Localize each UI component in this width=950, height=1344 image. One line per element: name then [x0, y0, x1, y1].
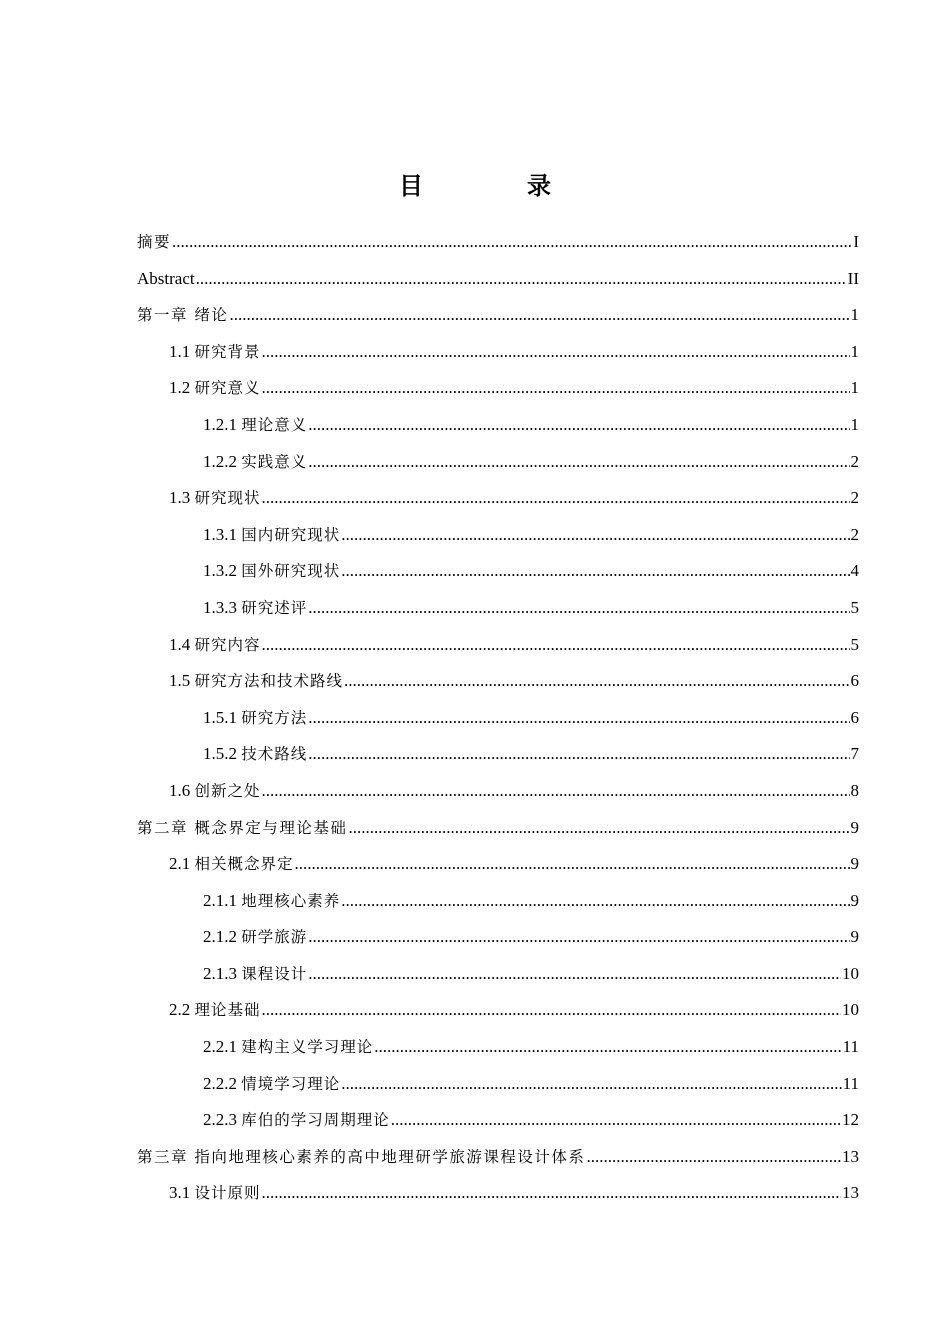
- toc-entry[interactable]: [137, 297, 859, 334]
- toc-entry-page: II: [847, 268, 859, 288]
- toc-entry-label: [169, 846, 294, 882]
- toc-entry-page: 1: [850, 378, 859, 398]
- toc-entry-text: 研究方法: [241, 708, 308, 727]
- dot-leader: [308, 590, 849, 626]
- toc-entry-text: 技术路线: [241, 745, 308, 764]
- dot-leader: [262, 773, 850, 809]
- toc-entry-label: [137, 1139, 585, 1175]
- toc-entry-number: 1.5.2: [203, 744, 237, 764]
- toc-entry[interactable]: [137, 224, 859, 261]
- toc-entry-label: [169, 627, 261, 663]
- toc-entry-label: [169, 992, 261, 1028]
- toc-entry-text: 第二章 概念界定与理论基础: [137, 818, 348, 837]
- toc-entry-text: 研究方法和技术路线: [194, 672, 344, 691]
- dot-leader: [295, 846, 850, 882]
- dot-leader: [262, 992, 841, 1028]
- toc-entry-text: 研学旅游: [241, 928, 308, 947]
- toc-entry-label: [137, 261, 195, 297]
- toc-entry[interactable]: [137, 553, 859, 590]
- toc-entry-page: 6: [850, 707, 859, 727]
- toc-entry-text: 库伯的学习周期理论: [241, 1111, 390, 1130]
- toc-entry-number: 1.5: [169, 671, 191, 691]
- dot-leader: [341, 883, 849, 919]
- toc-entry-number: 1.2: [169, 378, 191, 398]
- toc-entry-number: 1.6: [169, 780, 191, 800]
- toc-entry-label: [203, 883, 340, 919]
- toc-entry-page: 2: [850, 488, 859, 508]
- dot-leader: [262, 1175, 841, 1211]
- dot-leader: [348, 810, 849, 846]
- toc-entry-text: 课程设计: [241, 964, 308, 983]
- toc-entry-number: 1.3.2: [203, 561, 237, 581]
- toc-entry[interactable]: [137, 810, 859, 847]
- toc-entry-label: [169, 334, 261, 370]
- toc-entry-page: 9: [850, 927, 859, 947]
- toc-entry[interactable]: [137, 883, 859, 920]
- toc-entry-number: 2.1.1: [203, 890, 237, 910]
- toc-entry-text: 研究现状: [194, 489, 261, 508]
- toc-entry-label: [169, 1175, 261, 1211]
- toc-entry-text: 情境学习理论: [241, 1074, 341, 1093]
- toc-entry-label: [203, 553, 340, 589]
- toc-entry[interactable]: [137, 1175, 859, 1212]
- toc-entry-label: [203, 956, 307, 992]
- toc-entry-page: 4: [850, 561, 859, 581]
- dot-leader: [341, 1066, 841, 1102]
- toc-entry-page: 13: [842, 1146, 859, 1166]
- toc-entry-label: [203, 590, 307, 626]
- toc-entry-number: 1.5.1: [203, 707, 237, 727]
- toc-entry[interactable]: [137, 627, 859, 664]
- toc-entry-text: 建构主义学习理论: [241, 1038, 374, 1057]
- dot-leader: [308, 919, 849, 955]
- toc-entry-text: 第一章 绪论: [137, 306, 229, 325]
- dot-leader: [341, 517, 849, 553]
- toc-entry-page: 9: [850, 854, 859, 874]
- toc-entry-label: [169, 663, 343, 699]
- toc-entry[interactable]: [137, 407, 859, 444]
- toc-entry-page: 10: [842, 1000, 859, 1020]
- toc-entry-page: 11: [842, 1037, 859, 1057]
- toc-entry-label: [203, 1029, 373, 1065]
- dot-leader: [229, 297, 849, 333]
- toc-entry-text: 研究内容: [194, 635, 261, 654]
- toc-entry-text: 国内研究现状: [241, 525, 341, 544]
- dot-leader: [262, 627, 850, 663]
- toc-entry-label: [137, 810, 347, 846]
- toc-entry-number: 1.2.1: [203, 414, 237, 434]
- toc-entry-text: Abstract: [137, 268, 195, 288]
- dot-leader: [308, 956, 841, 992]
- toc-entry-number: 2.1.2: [203, 927, 237, 947]
- dot-leader: [391, 1102, 841, 1138]
- toc-entry-text: 设计原则: [194, 1184, 261, 1203]
- toc-entry[interactable]: [137, 480, 859, 517]
- toc-entry-text: 研究述评: [241, 598, 308, 617]
- toc-entry-number: 3.1: [169, 1183, 191, 1203]
- toc-entry[interactable]: [137, 773, 859, 810]
- toc-entry[interactable]: [137, 846, 859, 883]
- toc-entry[interactable]: [137, 261, 859, 298]
- toc-entry-number: 2.2.1: [203, 1037, 237, 1057]
- dot-leader: [344, 663, 849, 699]
- toc-entry-number: 1.1: [169, 341, 191, 361]
- toc-entry-page: 2: [850, 451, 859, 471]
- toc-entry-label: [203, 407, 307, 443]
- toc-entry-text: 理论意义: [241, 415, 308, 434]
- dot-leader: [262, 480, 850, 516]
- toc-entry-page: 5: [850, 634, 859, 654]
- toc-entry[interactable]: [137, 444, 859, 481]
- toc-entry-number: 1.4: [169, 634, 191, 654]
- toc-entry-label: [203, 444, 307, 480]
- toc-entry-label: [203, 700, 307, 736]
- toc-entry-number: 2.1.3: [203, 963, 237, 983]
- toc-entry-page: 13: [842, 1183, 859, 1203]
- toc-entry-label: [137, 224, 171, 260]
- toc-entry-page: 1: [850, 414, 859, 434]
- toc-entry[interactable]: [137, 370, 859, 407]
- toc-entry[interactable]: [137, 1066, 859, 1103]
- toc-entry-number: 1.2.2: [203, 451, 237, 471]
- toc-entry-page: 5: [850, 597, 859, 617]
- toc-entry-number: 2.2.2: [203, 1073, 237, 1093]
- toc-entry-page: 11: [842, 1073, 859, 1093]
- toc-entry-text: 地理核心素养: [241, 891, 341, 910]
- toc-entry-label: [203, 736, 307, 772]
- toc-entry-page: 6: [850, 671, 859, 691]
- dot-leader: [262, 334, 850, 370]
- dot-leader: [196, 261, 847, 297]
- toc-entry-text: 研究意义: [194, 379, 261, 398]
- toc-entry-text: 国外研究现状: [241, 562, 341, 581]
- toc-entry-text: 第三章 指向地理核心素养的高中地理研学旅游课程设计体系: [137, 1147, 586, 1166]
- toc-entry-number: 2.2: [169, 1000, 191, 1020]
- toc-entry[interactable]: [137, 334, 859, 371]
- toc-entry-number: 1.3.3: [203, 597, 237, 617]
- dot-leader: [262, 370, 850, 406]
- toc-entry-label: [203, 1102, 390, 1138]
- toc-entry-label: [137, 297, 228, 333]
- toc-entry-number: 1.3: [169, 488, 191, 508]
- dot-leader: [308, 700, 849, 736]
- toc-entry[interactable]: [137, 1029, 859, 1066]
- toc-entry-text: 摘要: [137, 233, 172, 251]
- toc-entry-page: 9: [850, 890, 859, 910]
- toc-entry[interactable]: [137, 919, 859, 956]
- toc-entry-page: 8: [850, 780, 859, 800]
- toc-entry-page: I: [853, 232, 859, 251]
- toc-entry-text: 研究背景: [194, 342, 261, 361]
- dot-leader: [341, 553, 849, 589]
- toc-entry-label: [169, 480, 261, 516]
- dot-leader: [308, 444, 849, 480]
- toc-entry-page: 7: [850, 744, 859, 764]
- toc-entry[interactable]: [137, 1139, 859, 1176]
- toc-entry-number: 1.3.1: [203, 524, 237, 544]
- toc-entry-page: 1: [850, 305, 859, 325]
- toc-entry[interactable]: [137, 590, 859, 627]
- toc-entry-label: [169, 370, 261, 406]
- toc-entry-number: 2.1: [169, 854, 191, 874]
- toc-entry-page: 9: [850, 817, 859, 837]
- toc-entry[interactable]: [137, 1102, 859, 1139]
- toc-entry[interactable]: [137, 736, 859, 773]
- toc-entry-label: [169, 773, 261, 809]
- dot-leader: [308, 736, 849, 772]
- dot-leader: [586, 1139, 841, 1175]
- toc-entry-label: [203, 1066, 340, 1102]
- table-of-contents: [137, 224, 859, 1212]
- toc-entry-text: 理论基础: [194, 1001, 261, 1020]
- dot-leader: [374, 1029, 841, 1065]
- toc-entry-text: 相关概念界定: [194, 855, 294, 874]
- toc-entry-text: 创新之处: [194, 781, 261, 800]
- toc-entry-label: [203, 919, 307, 955]
- toc-entry[interactable]: [137, 956, 859, 993]
- toc-title: 目 录: [399, 172, 591, 200]
- toc-entry-page: 1: [850, 341, 859, 361]
- dot-leader: [172, 224, 852, 260]
- toc-entry-page: 2: [850, 524, 859, 544]
- toc-entry[interactable]: [137, 517, 859, 554]
- toc-entry[interactable]: [137, 992, 859, 1029]
- toc-entry-label: [203, 517, 340, 553]
- dot-leader: [308, 407, 849, 443]
- toc-entry[interactable]: [137, 700, 859, 737]
- toc-entry-page: 12: [842, 1110, 859, 1130]
- toc-entry[interactable]: [137, 663, 859, 700]
- toc-entry-number: 2.2.3: [203, 1110, 237, 1130]
- toc-entry-page: 10: [842, 963, 859, 983]
- toc-entry-text: 实践意义: [241, 452, 308, 471]
